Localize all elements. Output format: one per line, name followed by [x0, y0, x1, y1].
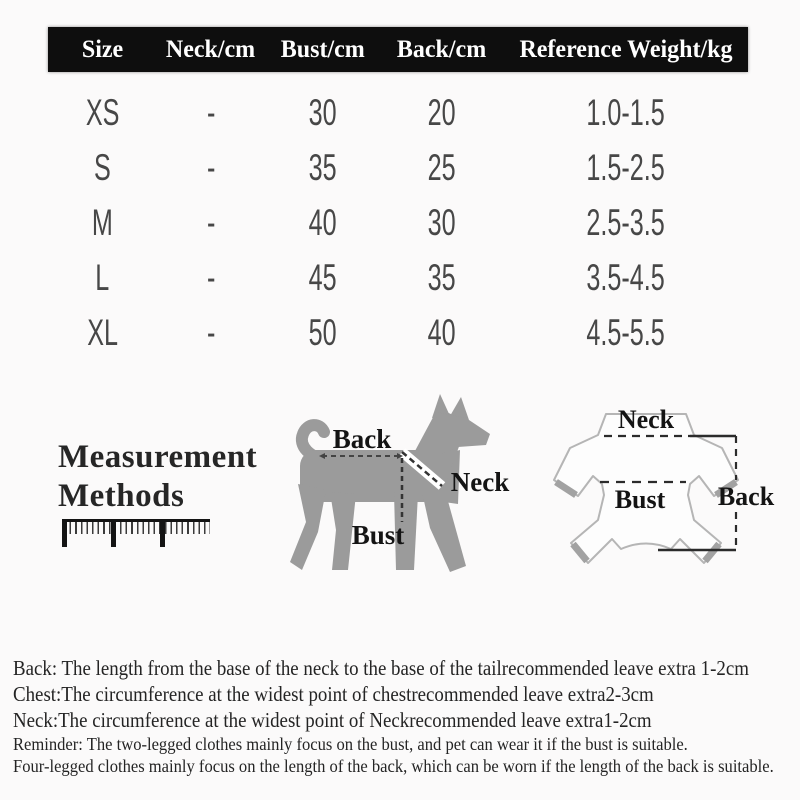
bust-value: 40 [308, 201, 337, 243]
table-row-l [48, 250, 748, 305]
size-value: XS [85, 91, 120, 133]
garment-back-label: Back [717, 482, 775, 511]
back-value: 40 [427, 311, 456, 353]
note-back: Back: The length from the base of the neck to the base of the tailrecommended leave extra 1-2cm [13, 656, 749, 680]
size-value: XL [86, 311, 118, 353]
note-reminder: Reminder: The two-legged clothes mainly focus on the bust, and pet can wear it if the bust is suitable. [13, 734, 688, 754]
measurement-methods-title [58, 438, 257, 516]
garment-bust-label: Bust [614, 485, 666, 514]
bust-value: 35 [308, 146, 337, 188]
back-value: 35 [427, 256, 456, 298]
back-value: 25 [427, 146, 456, 188]
weight-value: 1.0-1.5 [586, 91, 665, 133]
title-line-1: Measurement [58, 439, 258, 475]
dog-neck-label: Neck [450, 467, 510, 497]
title-line-2: Methods [58, 478, 185, 514]
measurement-notes [13, 655, 800, 777]
bust-value: 45 [308, 256, 337, 298]
dog-back-label: Back [332, 424, 392, 454]
table-row-xl [48, 305, 748, 360]
table-row-m [48, 195, 748, 250]
size-value: M [91, 201, 113, 243]
note-fourleg: Four-legged clothes mainly focus on the length of the back, which can be worn if the length of the back is suitable. [13, 756, 774, 776]
garment-diagram [540, 392, 795, 584]
note-chest: Chest:The circumference at the widest point of chestrecommended leave extra2-3cm [13, 682, 654, 706]
header-neck: Neck/cm [166, 35, 256, 63]
weight-value: 3.5-4.5 [586, 256, 665, 298]
neck-value: - [206, 91, 215, 133]
weight-value: 2.5-3.5 [586, 201, 665, 243]
header-weight: Reference Weight/kg [518, 35, 733, 63]
weight-value: 1.5-2.5 [586, 146, 665, 188]
neck-value: - [206, 201, 215, 243]
back-value: 20 [427, 91, 456, 133]
note-neck: Neck:The circumference at the widest point of Neckrecommended leave extra1-2cm [13, 708, 652, 732]
neck-value: - [206, 256, 215, 298]
table-header-bar [48, 27, 748, 72]
table-row-xs [48, 85, 748, 140]
garment-neck-label: Neck [617, 405, 675, 434]
dog-diagram [290, 392, 530, 584]
ruler-icon [62, 519, 212, 547]
header-size: Size [81, 35, 123, 63]
header-bust: Bust/cm [280, 35, 365, 63]
size-chart-table [48, 85, 748, 360]
size-value: L [95, 256, 110, 298]
bust-value: 30 [308, 91, 337, 133]
header-back: Back/cm [397, 35, 487, 63]
dog-bust-label: Bust [351, 520, 405, 550]
table-row-s [48, 140, 748, 195]
neck-value: - [206, 311, 215, 353]
weight-value: 4.5-5.5 [586, 311, 665, 353]
neck-value: - [206, 146, 215, 188]
bust-value: 50 [308, 311, 337, 353]
size-value: S [93, 146, 111, 188]
back-value: 30 [427, 201, 456, 243]
